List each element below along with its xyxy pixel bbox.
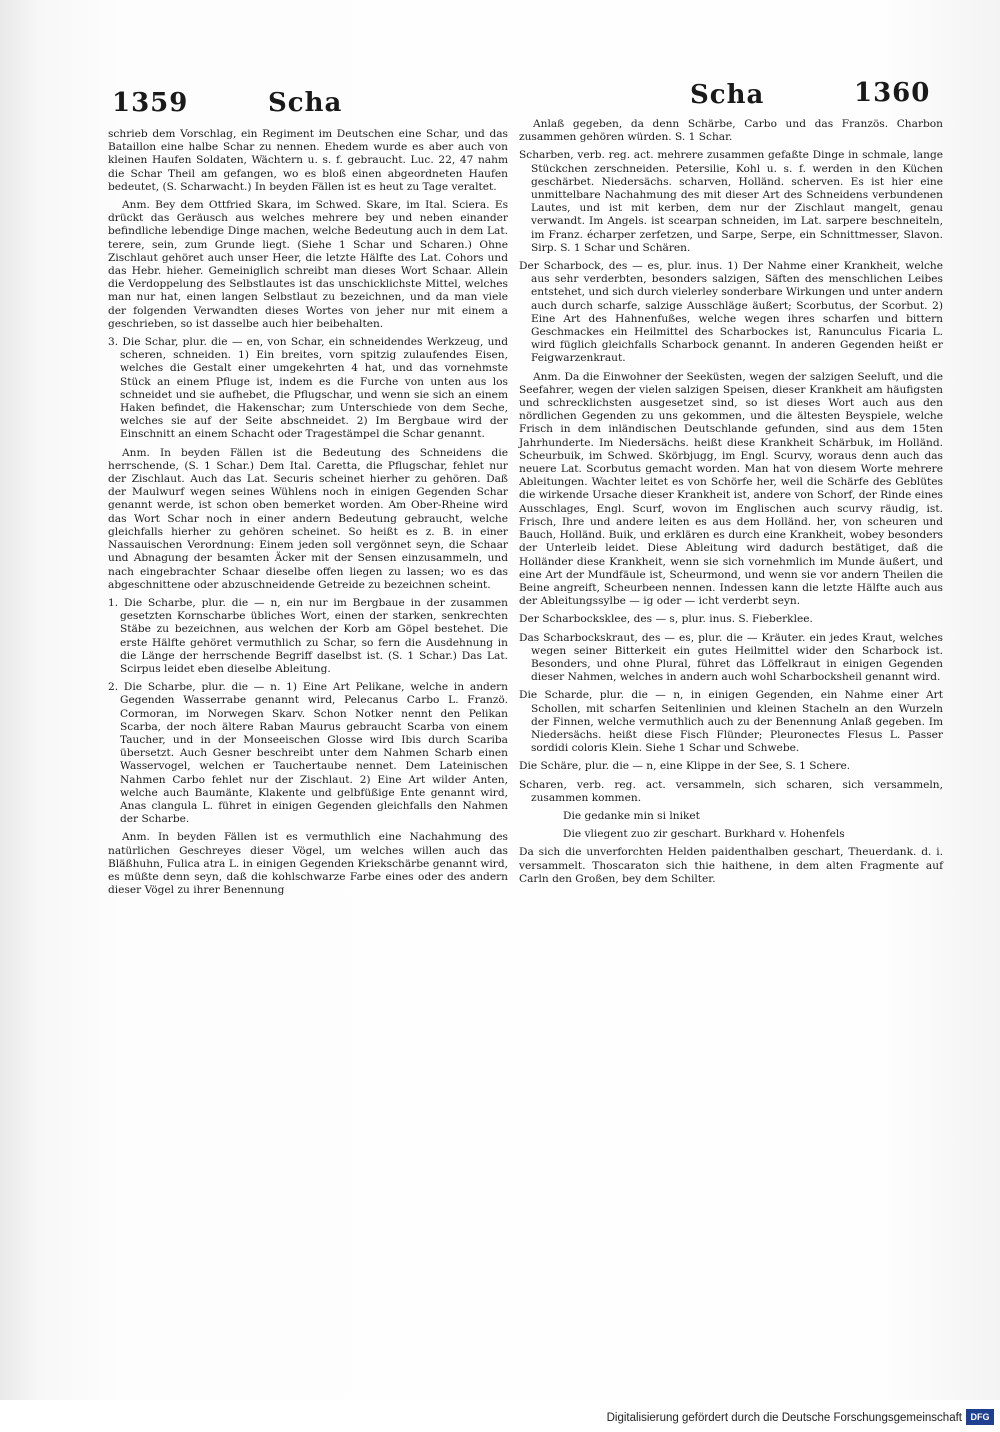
- paragraph: Da sich die unverforchten Helden paidenthalben geschart, Theuerdank. d. i. versammelt. Thoscaraton sich thie haithene, in dem alten Fragmente auf Carln den Großen, bey dem Schilter.: [519, 846, 943, 885]
- entry-paragraph: 2. Die Scharbe, plur. die — n. 1) Eine Art Pelikane, welche in andern Gegenden Wasserrabe genannt wird, Pelecanus Carbo L. Franzö. Cormoran, im Norwegen Skarv. Schon Notker nennt den Pelikan Scarba, der noch ältere Raban Maurus gebraucht Scarba von einem Taucher, und in der Monseeischen Glosse wird Ibis durch Scariba übersetzt. Auch Gesner beschreibt unter dem Nahmen Scharb einen Wasservogel, welchen er Tauchertaube nennet. Dem Lateinischen Nahmen Carbo fehlet nur der Zischlaut. 2) Eine Art wilder Anten, welche auch Baumänte, Klakente und gelbfüßige Ente genannt wird, Anas clangula L. führet in einigen Gegenden gleichfalls den Nahmen der Scharbe.: [108, 681, 508, 826]
- right-column: [519, 118, 943, 891]
- entry-paragraph: 3. Die Schar, plur. die — en, von Schar, ein schneidendes Werkzeug, und scheren, schneiden. 1) Ein breites, vorn spitzig zulaufendes Eisen, welches die Gestalt einer umgekehrten 4 hat, und das vornehmste Stück an einem Pfluge ist, indem es die Furche von unten aus los schneidet und sie aufhebet, die Pflugschar, und wenn sie sich an einem Haken befindet, die Hakenschar; zum Unterschiede von dem Seche, welches sie auf der Seite abschneidet. 2) Im Bergbaue wird der Einschnitt an einem Schacht oder Tragestämpel die Schar genannt.: [108, 336, 508, 441]
- entry-paragraph: Der Scharbocksklee, des — s, plur. inus. S. Fieberklee.: [519, 613, 813, 626]
- paragraph: schrieb dem Vorschlag, ein Regiment im Deutschen eine Schar, und das Bataillon eine halbe Schar zu nennen. Ehedem wurde es aber auch von kleinen Haufen Soldaten, Wächtern u. s. f. gebraucht. Luc. 22, 47 nahm die Schar Theil am gefangen, wo es bloß einen abgeordneten Haufen bedeutet, (S. Scharwacht.) In beyden Fällen ist es heut zu Tage veraltet.: [108, 128, 508, 193]
- quote-line: Die vliegent zuo zir geschart. Burkhard v. Hohenfels: [563, 828, 845, 841]
- running-head-right: Scha: [690, 80, 765, 110]
- footer-bar: [0, 1404, 1000, 1432]
- paragraph: Anm. In beyden Fällen ist die Bedeutung des Schneidens die herrschende, (S. 1 Schar.) Dem Ital. Caretta, die Pflugschar, fehlet nur der Zischlaut. Auch das Lat. Securis scheinet hierher zu gehören. Daß der Maulwurf wegen seines Wühlens noch in einigen Gegenden Schar genannt werde, ist schon oben bemerket worden. Am Ober-Rheine wird das Wort Schar noch in einer andern Bedeutung gebraucht, welche gleichfalls hierher zu gehören scheinet. So heißt es z. B. in einer Nassauischen Verordnung: Einem jeden soll vergönnet seyn, die Schaar und Abnagung der besamten Äcker mit der Sensen einzusammeln, und nach eingebrachter Schaar dieselbe offen liegen zu lassen; wo es das abgeschnittene oder abzuschneidende Getreide zu bezeichnen scheint.: [108, 446, 508, 591]
- entry-paragraph: Die Scharde, plur. die — n, in einigen Gegenden, ein Nahme einer Art Schollen, mit scharfen Seitenlinien und kleinen Stacheln an den Wurzeln der Finnen, welche vermuthlich auch zu der Benennung Anlaß gegeben. Im Niedersächs. heißt diese Fisch Flünder; Pleuronectes Flesus L. Passer sordidi coloris Klein. Siehe 1 Schar und Schwebe.: [519, 689, 943, 755]
- paragraph: Anm. Da die Einwohner der Seeküsten, wegen der salzigen Seeluft, und die Seefahrer, wegen der vielen salzigen Speisen, dieser Krankheit am häufigsten und schrecklichsten ausgesetzet sind, so ist dieses Wort auch aus den nördlichen Gegenden zu uns gekommen, und die ältesten Beyspiele, welche Frisch in dem inländischen Deutschlande gefunden, sind aus dem 15ten Jahrhunderte. Im Niedersächs. heißt diese Krankheit Schärbuk, im Holländ. Scheurbuik, im Schwed. Skörbjugg, im Engl. Scurvy, woraus denn auch das neuere Lat. Scorbutus gemacht worden. Man hat von diesem Worte mehrere Ableitungen. Wachter leitet es von Schörfe her, weil die Schärfe des Geblütes die wirkende Ursache dieser Krankheit ist, andere von Schorf, der Rinde eines Ausschlages, Engl. Scurf, wovon im Englischen auch scurvy räudig, ist. Frisch, Ihre und andere leiten es aus dem Holländ. her, von scheuren und Bauch, Holländ. Buik, und erklären es durch eine Krankheit, wobey besonders der Unterleib leidet. Diese Ableitung wird dadurch bestätiget, daß die Holländer diese Krankheit, wenn sie sich vornehmlich im Munde äußert, und eine Art der Mundfäule ist, Scheurmond, und wenn sie vor andern Theilen die Beine angreift, Scheurbeen nennen. Indessen kann die letzte Hälfte auch aus der Ableitungssylbe — ig oder — icht verderbt seyn.: [519, 370, 943, 608]
- paragraph: Anm. In beyden Fällen ist es vermuthlich eine Nachahmung des natürlichen Geschreyes dieser Vögel, um welches willen auch das Bläßhuhn, Fulica atra L. in einigen Gegenden Kriekschärbe genannt wird, es müßte denn seyn, daß die kohlschwarze Farbe eines oder des andern dieser Vögel zu ihrer Benennung: [108, 831, 508, 897]
- running-head-left: Scha: [268, 88, 343, 118]
- footer-credit: Digitalisierung gefördert durch die Deutsche Forschungsgemeinschaft: [606, 1412, 962, 1424]
- dfg-logo: DFG: [966, 1409, 994, 1425]
- page-number-left: 1359: [112, 88, 189, 118]
- entry-paragraph: 1. Die Scharbe, plur. die — n, ein nur im Bergbaue in der zusammen gesetzten Kornscharbe übliches Wort, einen der starken, senkrechten Stäbe zu bezeichnen, aus welchen der Korb am Göpel bestehet. Die erste Hälfte gehöret vermuthlich zu Schar, so fern die Ausdehnung in die Länge der herrschende Begriff daselbst ist. (S. 1 Schar.) Das Lat. Scirpus leidet eben dieselbe Ableitung.: [108, 596, 508, 675]
- entry-paragraph: Scharen, verb. reg. act. versammeln, sich scharen, sich versammeln, zusammen kommen.: [519, 778, 943, 804]
- entry-paragraph: Der Scharbock, des — es, plur. inus. 1) Der Nahme einer Krankheit, welche aus sehr verderbten, besonders salzigen, Säften des menschlichen Leibes entstehet, und sich durch vielerley sonderbare Wirkungen und unter andern auch durch scharfe, salzige Ausschläge äußert; Scorbutus, der Scorbut. 2) Eine Art des Hahnenfußes, welche wegen ihres scharfen und bittern Geschmackes ein Heilmittel des Scharbockes ist, Ranunculus Ficaria L. wird füglich gleichfalls Scharbock genannt. In anderen Gegenden heißt er Feigwarzenkraut.: [519, 260, 943, 365]
- paragraph: Anlaß gegeben, da denn Schärbe, Carbo und das Französ. Charbon zusammen gehören würden. S. 1 Schar.: [519, 118, 943, 144]
- entry-paragraph: Die Schäre, plur. die — n, eine Klippe in der See, S. 1 Schere.: [519, 760, 851, 773]
- quote-line: Die gedanke min si lniket: [563, 809, 700, 822]
- paragraph: Anm. Bey dem Ottfried Skara, im Schwed. Skare, im Ital. Sciera. Es drückt das Geräusch aus welches mehrere bey und neben einander befindliche lebendige Dinge machen, welche Bedeutung auch in dem Lat. terere, sein, zum Grunde liegt. (Siehe 1 Schar und Scharen.) Ohne Zischlaut gehöret auch unser Heer, die letzte Hälfte des Lat. Cohors und das Hebr. hieher. Gemeiniglich schreibt man dieses Wort Schaar. Allein die Verdoppelung des Selbstlautes ist das unschicklichste Mittel, welches man nur hat, einen langen Selbstlaut zu bezeichnen, und da man viele der folgenden Verwandten dieses Wortes von jeher nur mit einem a geschrieben, so ist dasselbe auch hier beibehalten.: [108, 199, 508, 330]
- left-column: [108, 128, 508, 902]
- entry-paragraph: Das Scharbockskraut, des — es, plur. die — Kräuter. ein jedes Kraut, welches wegen seiner Bitterkeit ein gutes Heilmittel wider den Scharbock ist. Besonders, und ohne Plural, führet das Löffelkraut in einigen Gegenden dieser Nahmen, welches in andern auch wohl Scharbocksheil genannt wird.: [519, 631, 943, 684]
- page-number-right: 1360: [854, 78, 931, 108]
- entry-paragraph: Scharben, verb. reg. act. mehrere zusammen gefaßte Dinge in schmale, lange Stückchen zerschneiden. Petersilie, Kohl u. s. f. werden in den Küchen geschärbet. Niedersächs. scharven, Holländ. scherven. Es ist hier eine unmittelbare Nachahmung des mit dieser Art des Schneidens verbundenen Lautes, und ist mit kerben, dem nur der Zischlaut mangelt, genau verwandt. Im Angels. ist scearpan schneiden, im Lat. sarpere beschneiteln, im Franz. écharper zerfetzen, und Sarpe, Serpe, ein Schnittmesser, Slavon. Sirp. S. 1 Schar und Schären.: [519, 149, 943, 254]
